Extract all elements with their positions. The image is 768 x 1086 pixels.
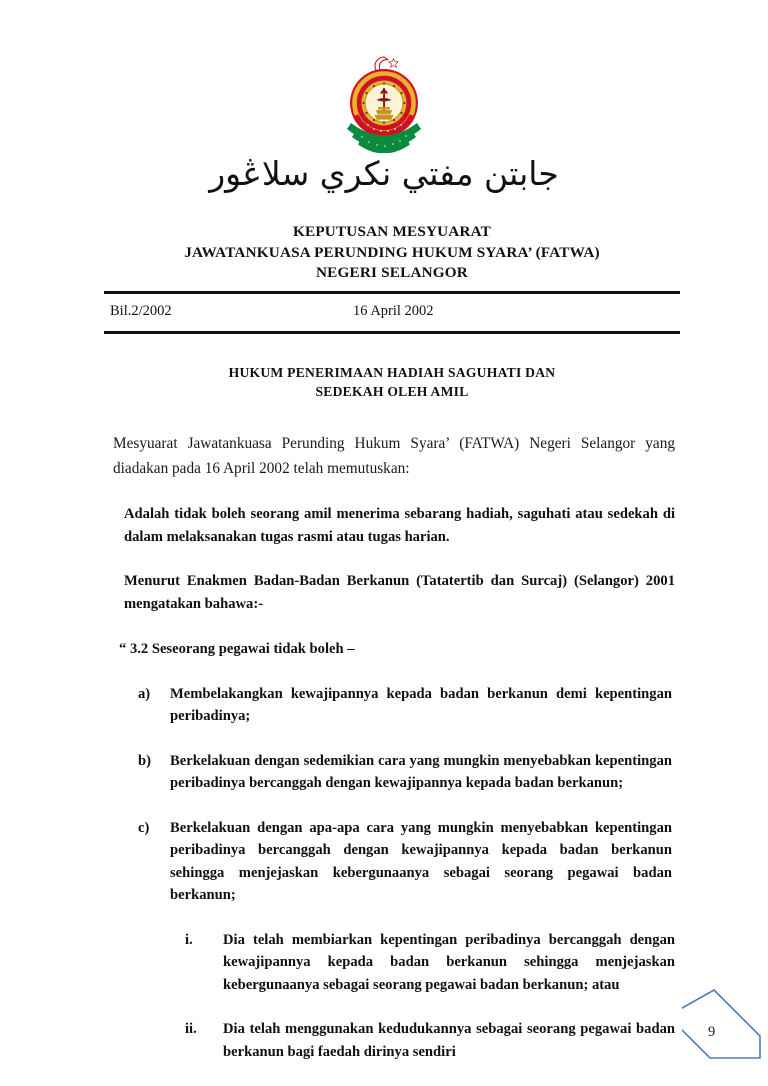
header-divider-top bbox=[104, 291, 680, 294]
roman-sublist bbox=[175, 929, 675, 1064]
list-item-marker: b) bbox=[138, 752, 151, 769]
reference-date: 16 April 2002 bbox=[353, 303, 434, 319]
letterhead-title-line1: KEPUTUSAN MESYUARAT bbox=[292, 223, 492, 240]
list-item bbox=[138, 750, 672, 795]
list-item bbox=[175, 1018, 675, 1063]
list-item bbox=[175, 929, 675, 997]
legal-basis-paragraph: Menurut Enakmen Badan-Badan Berkanun (Tatatertib dan Surcaj) (Selangor) 2001 mengatakan bahawa:- bbox=[124, 573, 675, 612]
list-item bbox=[138, 817, 672, 907]
decision-paragraph: Adalah tidak boleh seorang amil menerima sebarang hadiah, saguhati atau sedekah di dalam melaksanakan tugas rasmi atau tugas harian. bbox=[124, 506, 675, 545]
list-item-text: Dia telah membiarkan kepentingan peribadinya bercanggah dengan kewajipannya kepada badan berkanun sehingga menjejaskan kebergunaanya sebagai seorang pegawai badan berkanun; atau bbox=[223, 931, 675, 993]
letterhead-title bbox=[104, 222, 680, 284]
page-title bbox=[104, 363, 680, 401]
page-title-line2: SEDEKAH OLEH AMIL bbox=[315, 384, 469, 399]
list-item-marker: ii. bbox=[185, 1021, 197, 1037]
list-item-text: Berkelakuan dengan apa-apa cara yang mungkin menyebabkan kepentingan peribadinya bercanggah dengan kewajipannya kepada badan berkanun sehingga menjejaskan kebergunaanya sebagai seorang pegawai badan berkanun; bbox=[170, 819, 672, 903]
lettered-list bbox=[138, 683, 675, 907]
document-body bbox=[113, 431, 675, 1063]
letterhead-emblem bbox=[0, 55, 768, 194]
list-item-marker: c) bbox=[138, 819, 150, 836]
list-item-text: Dia telah menggunakan kedudukannya sebagai seorang pegawai badan berkanun bagi faedah dirinya sendiri bbox=[223, 1021, 675, 1060]
header-divider-bottom bbox=[104, 331, 680, 334]
list-item-marker: i. bbox=[185, 931, 193, 948]
intro-paragraph: Mesyuarat Jawatankuasa Perunding Hukum Syara’ (FATWA) Negeri Selangor yang diadakan pada 16 April 2002 telah memutuskan: bbox=[113, 435, 675, 477]
list-item-text: Membelakangkan kewajipannya kepada badan berkanun demi kepentingan peribadinya; bbox=[170, 685, 672, 724]
page-title-line1: HUKUM PENERIMAAN HADIAH SAGUHATI DAN bbox=[228, 365, 556, 380]
list-item-marker: a) bbox=[138, 685, 151, 702]
page-number-tag bbox=[682, 986, 768, 1086]
page-number-tag-shape-icon bbox=[682, 986, 768, 1086]
list-item-text: Berkelakuan dengan sedemikian cara yang mungkin menyebabkan kepentingan peribadinya bercanggah dengan kewajipannya kepada badan berkanun; bbox=[170, 752, 672, 791]
list-item bbox=[138, 683, 672, 728]
quote-intro-line: “ 3.2 Seseorang pegawai tidak boleh – bbox=[119, 641, 355, 657]
letterhead-title-line2: JAWATANKUASA PERUNDING HUKUM SYARA’ (FATWA) bbox=[184, 243, 600, 261]
page-number: 9 bbox=[708, 1024, 716, 1040]
reference-number: Bil.2/2002 bbox=[110, 303, 172, 319]
letterhead-title-line3: NEGERI SELANGOR bbox=[316, 264, 468, 281]
selangor-mufti-department-crest-icon bbox=[338, 55, 430, 153]
jawi-department-title: جابتن مفتي نكري سلاڠور bbox=[209, 154, 559, 193]
